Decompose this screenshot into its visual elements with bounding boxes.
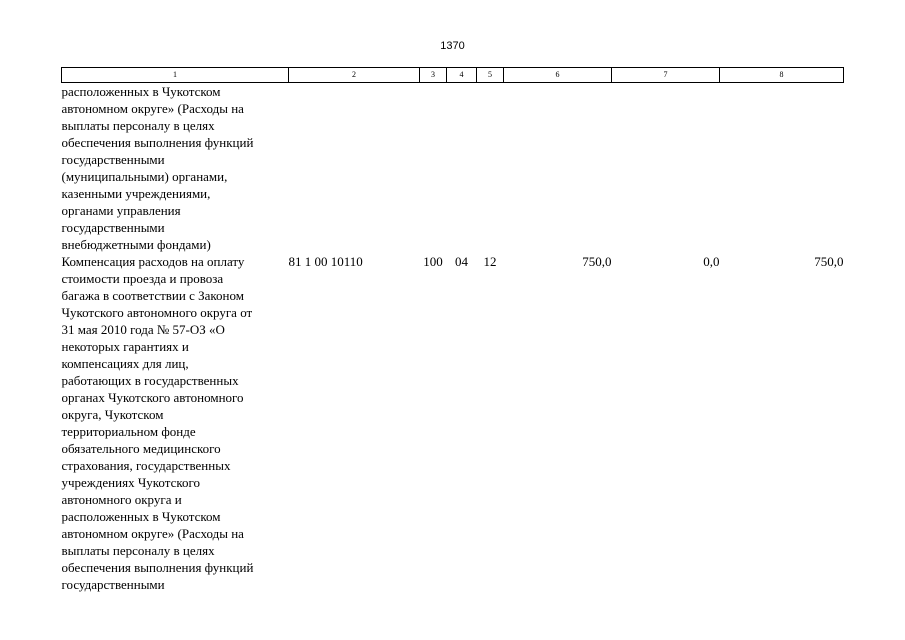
- row-col5-cell: [477, 83, 504, 254]
- column-header-3: 3: [420, 68, 447, 83]
- row-col3-cell: 100: [423, 254, 443, 269]
- table-row: [62, 83, 844, 254]
- row-col6-cell: 750,0: [582, 254, 612, 269]
- column-header-5: 5: [477, 68, 504, 83]
- column-header-1: 1: [62, 68, 289, 83]
- page-number: 1370: [440, 40, 465, 52]
- row-col8-cell: 750,0: [814, 254, 844, 269]
- row-name-cell: Компенсация расходов на оплату стоимости проезда и провоза багажа в соответствии с Законом Чукотского автономного округа от 31 мая 2010 года № 57-ОЗ «О некоторых гарантиях и компенсациях для лиц, работающих в государственных органах Чукотского автономного округа, Чукотском территориальном фонде обязательного медицинского страхования, государственных учреждениях Чукотского автономного округа и расположенных в Чукотском автономном округе» (Расходы на выплаты персоналу в целях обеспечения выполнения функций государственными: [61, 254, 254, 592]
- table-row: [62, 253, 844, 593]
- row-name-cell: расположенных в Чукотском автономном округе» (Расходы на выплаты персоналу в целях обеспечения выполнения функций государственными (муниципальными) органами, казенными учреждениями, органами управления государственными внебюджетными фондами): [61, 84, 254, 252]
- row-col8-cell: [720, 83, 844, 254]
- row-code-cell: [289, 83, 420, 254]
- row-col6-cell: [504, 83, 612, 254]
- table-header-row: [62, 68, 844, 83]
- budget-table: [61, 67, 844, 593]
- row-col5-cell: 12: [483, 254, 497, 269]
- row-col7-cell: [612, 83, 720, 254]
- row-col4-cell: [447, 83, 477, 254]
- column-header-2: 2: [289, 68, 420, 83]
- row-col4-cell: 04: [455, 254, 468, 269]
- row-col7-cell: 0,0: [703, 254, 720, 269]
- column-header-4: 4: [447, 68, 477, 83]
- row-code-cell: 81 1 00 10110: [288, 254, 363, 269]
- column-header-6: 6: [504, 68, 612, 83]
- row-col3-cell: [420, 83, 447, 254]
- column-header-8: 8: [720, 68, 844, 83]
- column-header-7: 7: [612, 68, 720, 83]
